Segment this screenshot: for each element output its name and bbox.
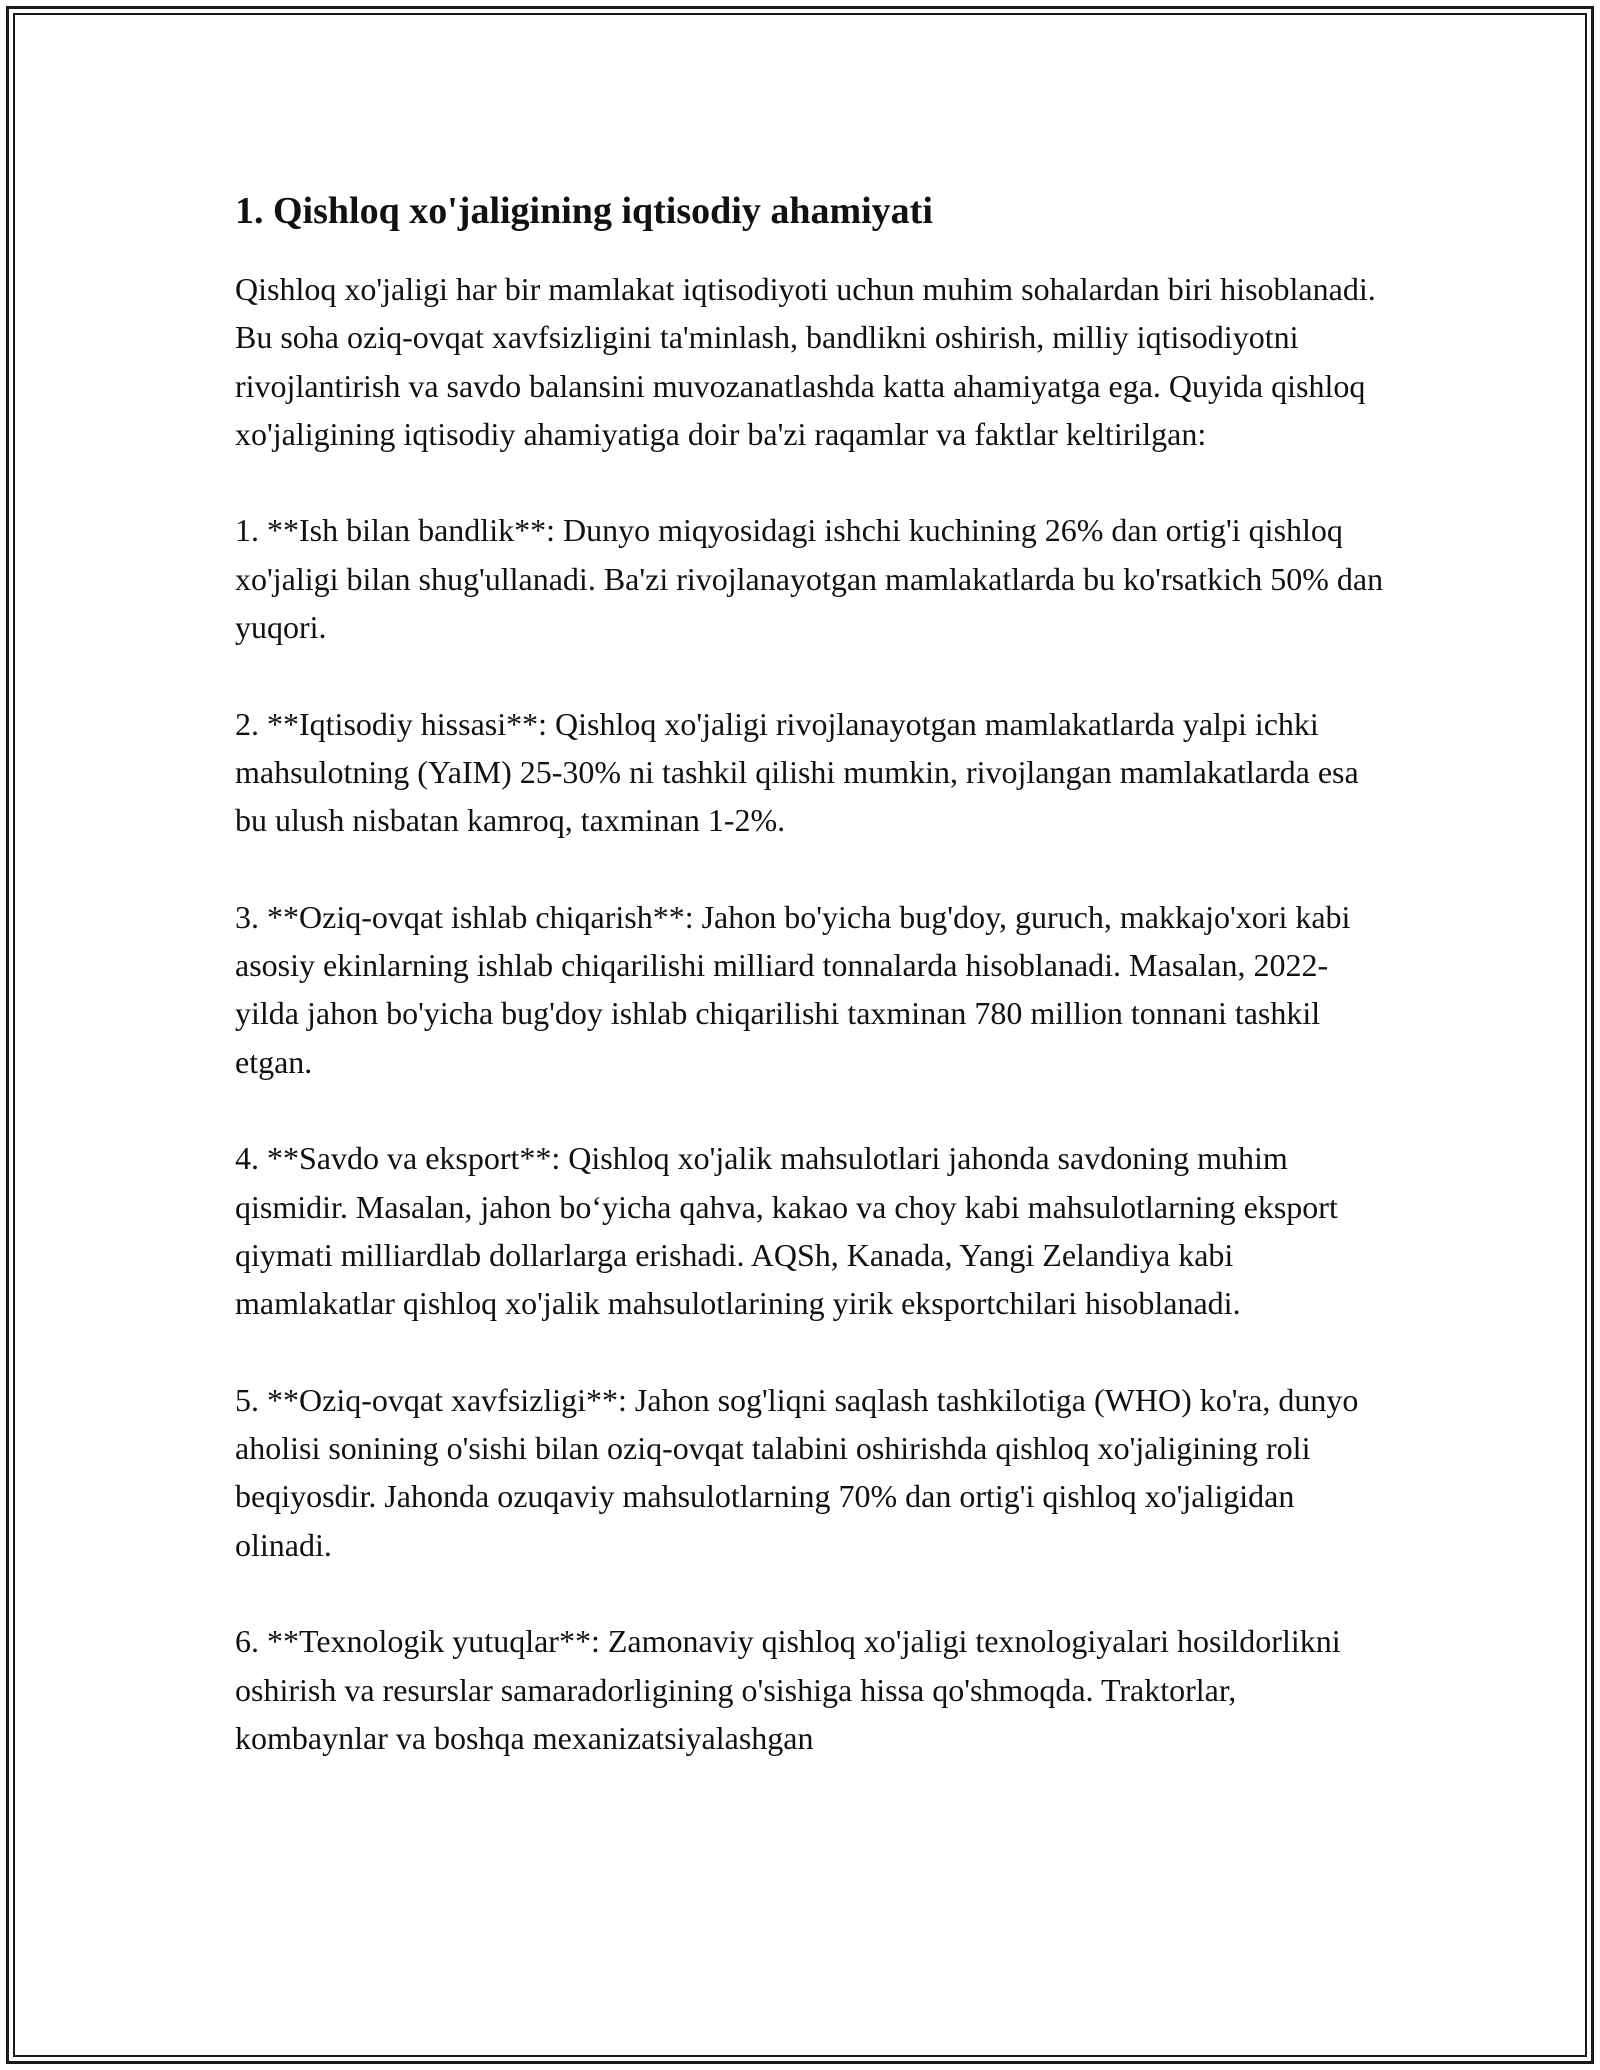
document-title: 1. Qishloq xo'jaligining iqtisodiy ahamiyati xyxy=(235,190,933,232)
list-item-employment: 1. **Ish bilan bandlik**: Dunyo miqyosidagi ishchi kuchining 26% dan ortig'i qishloq xo'jaligi bilan shug'ullanadi. Ba'zi rivojlanayotgan mamlakatlarda bu ko'rsatkich 50% dan yuqori. xyxy=(235,512,1384,646)
list-item-food-production: 3. **Oziq-ovqat ishlab chiqarish**: Jahon bo'yicha bug'doy, guruch, makkajo'xori kabi asosiy ekinlarning ishlab chiqarilishi milliard tonnalarda hisoblanadi. Masalan, 2022-yilda jahon bo'yicha bug'doy ishlab chiqarilishi taxminan 780 million tonnani tashkil etgan. xyxy=(235,898,1351,1080)
list-item-economic-share: 2. **Iqtisodiy hissasi**: Qishloq xo'jaligi rivojlanayotgan mamlakatlarda yalpi ichki mahsulotning (YaIM) 25-30% ni tashkil qilishi mumkin, rivojlangan mamlakatlarda esa bu ulush nisbatan kamroq, taxminan 1-2%. xyxy=(235,705,1359,839)
document-body xyxy=(235,185,1385,1762)
list-item-food-security: 5. **Oziq-ovqat xavfsizligi**: Jahon sog'liqni saqlash tashkilotiga (WHO) ko'ra, dunyo aholisi sonining o'sishi bilan oziq-ovqat talabini oshirishda qishloq xo'jaligining roli beqiyosdir. Jahonda ozuqaviy mahsulotlarning 70% dan ortig'i qishloq xo'jaligidan olinadi. xyxy=(235,1381,1359,1563)
list-item-trade-export: 4. **Savdo va eksport**: Qishloq xo'jalik mahsulotlari jahonda savdoning muhim qismidir. Masalan, jahon bo‘yicha qahva, kakao va choy kabi mahsulotlarning eksport qiymati milliardlab dollarlarga erishadi. AQSh, Kanada, Yangi Zelandiya kabi mamlakatlar qishloq xo'jalik mahsulotlarining yirik eksportchilari hisoblanadi. xyxy=(235,1140,1338,1322)
list-item-technology: 6. **Texnologik yutuqlar**: Zamonaviy qishloq xo'jaligi texnologiyalari hosildorlikni oshirish va resurslar samaradorligining o'sishiga hissa qo'shmoqda. Traktorlar, kombaynlar va boshqa mexanizatsiyalashgan xyxy=(235,1623,1341,1756)
intro-paragraph: Qishloq xo'jaligi har bir mamlakat iqtisodiyoti uchun muhim sohalardan biri hisoblanadi. Bu soha oziq-ovqat xavfsizligini ta'minlash, bandlikni oshirish, milliy iqtisodiyotni rivojlantirish va savdo balansini muvozanatlashda katta ahamiyatga ega. Quyida qishloq xo'jaligining iqtisodiy ahamiyatiga doir ba'zi raqamlar va faktlar keltirilgan: xyxy=(235,271,1376,452)
